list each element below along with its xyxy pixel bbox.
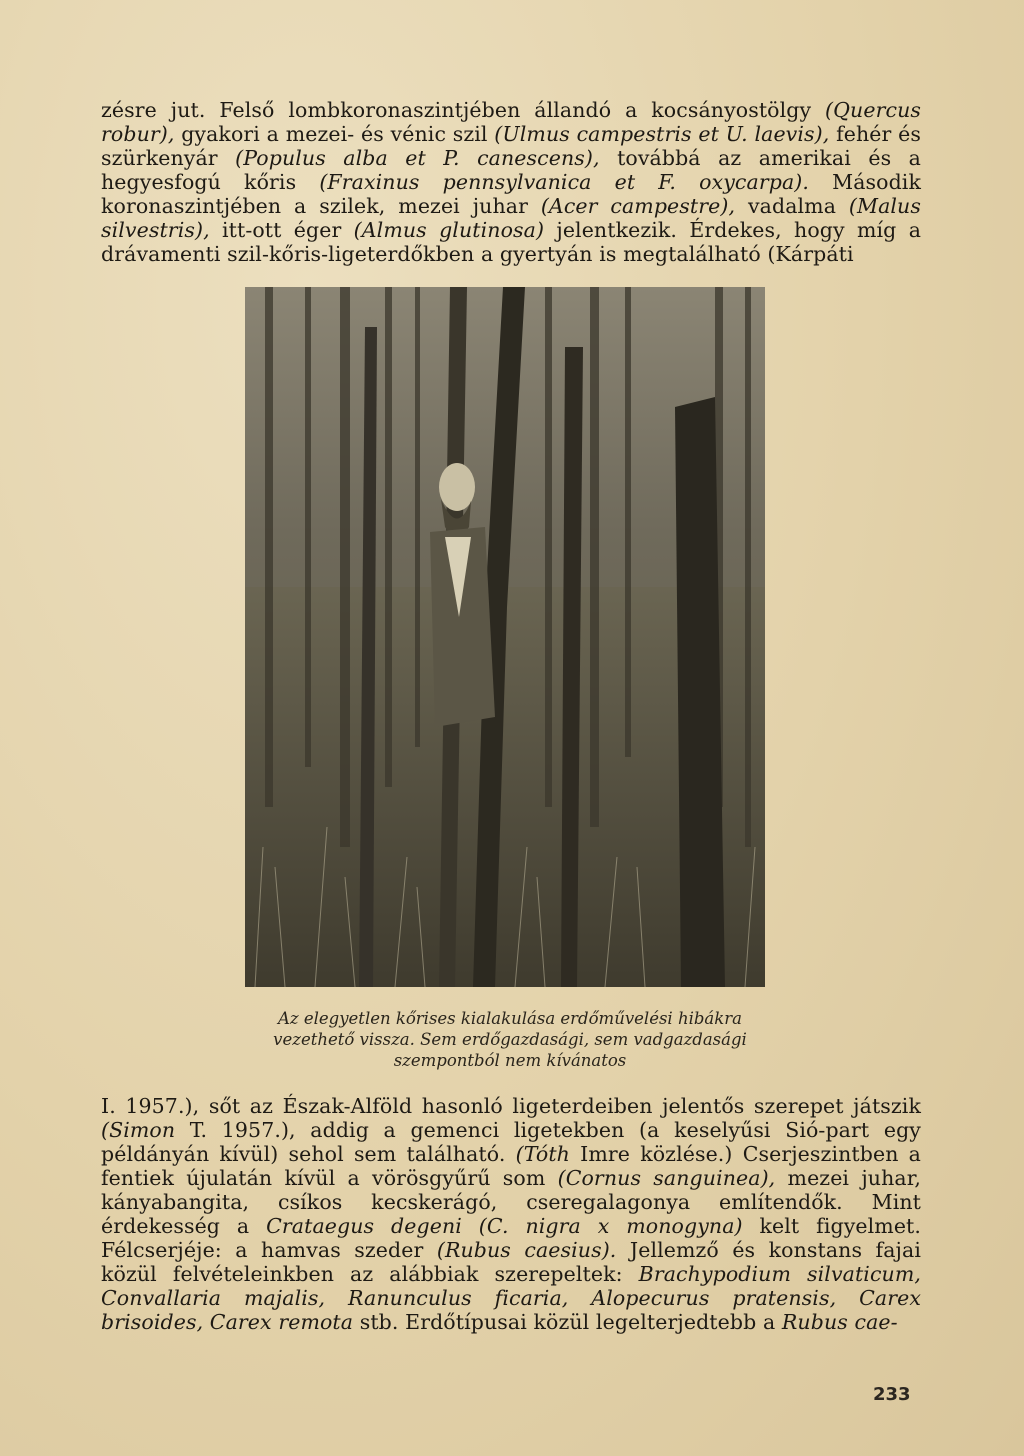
text-run: gyakori a mezei- és vénic szil [174, 122, 495, 146]
text-run: vadalma [735, 194, 849, 218]
text-run: I. 1957.), sőt az Észak-Alföld hasonló ligeterdeiben jelentős szerepet játszik [101, 1094, 921, 1118]
text-run: zésre jut. Felső lombkoronaszintjében állandó a kocsányostölgy [101, 98, 826, 122]
latin-name: (Fraxinus pennsylvanica et F. oxycarpa). [319, 170, 809, 194]
page-number: 233 [873, 1384, 911, 1405]
forest-photo-illustration [245, 287, 765, 987]
latin-name: (Almus glutinosa) [353, 218, 545, 242]
photo-caption [230, 1008, 790, 1071]
text-run: stb. Erdőtípusai közül legelterjedtebb a [353, 1310, 782, 1334]
latin-name: Crataegus degeni (C. nigra x monogyna) [266, 1214, 743, 1238]
text-run: Második koronaszintjében a szilek, mezei juhar [101, 170, 921, 218]
caption-line: Az elegyetlen kőrises kialakulása erdőművelési hibákra [278, 1009, 742, 1028]
caption-line: vezethető vissza. Sem erdőgazdasági, sem vadgazdasági [273, 1030, 747, 1049]
latin-name: (Quercus robur), [101, 98, 921, 146]
caption-line: szempontból nem kívánatos [393, 1051, 627, 1070]
text-run: itt-ott éger [209, 218, 354, 242]
latin-name: (Acer campestre), [540, 194, 736, 218]
latin-name: (Malus silvestris), [101, 194, 921, 242]
latin-name: Rubus cae- [781, 1310, 898, 1334]
paragraph-bottom [101, 1094, 921, 1334]
latin-name: (Cornus sanguinea), [557, 1166, 776, 1190]
latin-name: (Rubus caesius). [436, 1238, 617, 1262]
text-run: kelt figyelmet. Félcserjéje: a hamvas szeder [101, 1214, 922, 1262]
text-run: T. 1957.), addig a gemenci ligetekben (a keselyűsi Sió-part egy példányán kívül) sehol sem található. [101, 1118, 921, 1166]
author-name: (Simon [101, 1118, 176, 1142]
text-run: továbbá az amerikai és a hegyesfogú kőris [101, 146, 921, 194]
text-run: jelentkezik. Érdekes, hogy míg a drávamenti szil-kőris-ligeterdőkben a gyertyán is megtalálható (Kárpáti [101, 218, 922, 266]
author-name: (Tóth [515, 1142, 570, 1166]
paragraph-top [101, 98, 921, 266]
latin-name: (Populus alba et P. canescens), [235, 146, 600, 170]
text-run: Imre közlése.) Cserjeszintben a fentiek újulatán kívül a vörösgyűrű som [101, 1142, 921, 1190]
text-run: mezei juhar, kányabangita, csíkos kecskerágó, cseregalagonya említendők. Mint érdekesség a [101, 1166, 921, 1238]
text-run: Jellemző és konstans fajai közül felvételeinkben az alábbiak szerepeltek: [101, 1238, 921, 1286]
text-run: fehér és szürkenyár [101, 122, 921, 170]
latin-name: Brachypodium silvaticum, Convallaria majalis, Ranunculus ficaria, Alopecurus pratensis, Carex brisoides, Carex remota [101, 1262, 921, 1334]
forest-photo [245, 287, 765, 987]
latin-name: (Ulmus campestris et U. laevis), [494, 122, 830, 146]
